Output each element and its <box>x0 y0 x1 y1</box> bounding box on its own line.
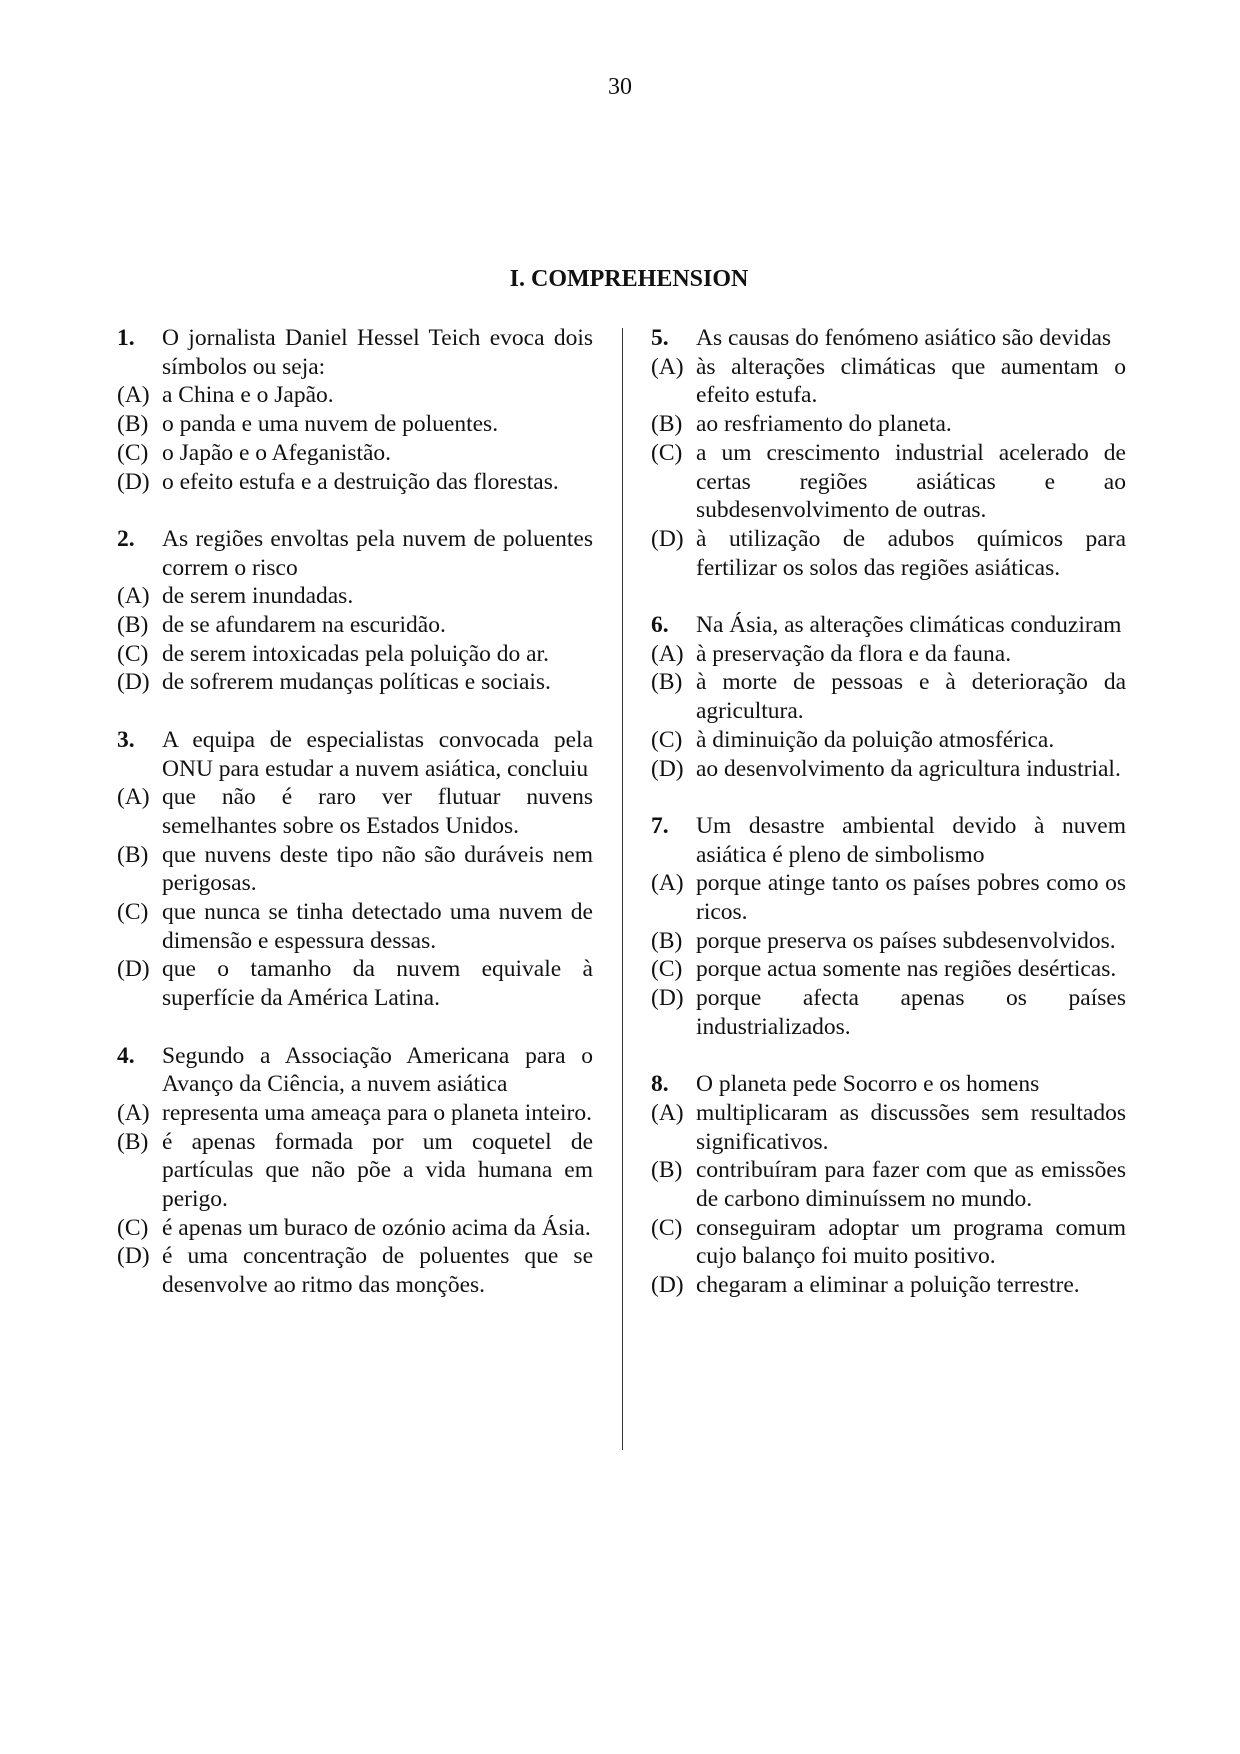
option-text: é apenas um buraco de ozónio acima da Ásia. <box>162 1214 591 1241</box>
option-label: (B) <box>117 612 149 639</box>
option-text: multiplicaram as discussões sem resultados significativos. <box>696 1099 1126 1155</box>
option-label: (A) <box>651 640 684 667</box>
option-text: contribuíram para fazer com que as emissões de carbono diminuíssem no mundo. <box>696 1157 1126 1213</box>
answer-option <box>117 410 593 439</box>
question-stem <box>651 1070 1126 1099</box>
left-column <box>117 324 593 1329</box>
option-text: ao resfriamento do planeta. <box>696 411 952 438</box>
option-label: (A) <box>117 1099 150 1126</box>
answer-option <box>651 869 1126 926</box>
question-4 <box>117 1042 593 1300</box>
option-text: de se afundarem na escuridão. <box>162 612 446 639</box>
question-number: 2. <box>117 525 135 552</box>
option-label: (D) <box>651 985 684 1012</box>
answer-option <box>117 439 593 468</box>
option-text: ao desenvolvimento da agricultura industrial. <box>696 755 1121 782</box>
option-text: representa uma ameaça para o planeta inteiro. <box>162 1099 592 1126</box>
option-text: à utilização de adubos químicos para fertilizar os solos das regiões asiáticas. <box>696 525 1126 581</box>
option-label: (B) <box>651 1157 683 1184</box>
option-label: (B) <box>651 411 683 438</box>
question-stem <box>651 324 1126 353</box>
answer-option <box>651 525 1126 582</box>
page-number: 30 <box>608 74 632 100</box>
answer-option <box>651 1099 1126 1156</box>
option-text: porque atinge tanto os países pobres como os ricos. <box>696 870 1126 926</box>
option-label: (A) <box>117 784 150 811</box>
option-text: de serem inundadas. <box>162 583 354 610</box>
answer-option <box>651 640 1126 669</box>
option-label: (A) <box>651 353 684 380</box>
option-text: à morte de pessoas e à deterioração da agricultura. <box>696 669 1126 725</box>
option-text: de sofrerem mudanças políticas e sociais. <box>162 669 551 696</box>
option-text: que nunca se tinha detectado uma nuvem de dimensão e espessura dessas. <box>162 899 593 954</box>
answer-option <box>117 955 593 1012</box>
option-label: (A) <box>117 583 150 610</box>
option-text: porque afecta apenas os países industrializados. <box>696 985 1126 1040</box>
answer-option <box>651 726 1126 755</box>
option-label: (D) <box>651 525 684 552</box>
option-label: (B) <box>117 411 149 438</box>
answer-option <box>117 898 593 955</box>
question-number: 5. <box>651 325 669 351</box>
question-text: O jornalista Daniel Hessel Teich evoca dois símbolos ou seja: <box>162 325 593 380</box>
question-text: As regiões envoltas pela nuvem de poluentes correm o risco <box>162 525 593 581</box>
option-text: o efeito estufa e a destruição das florestas. <box>162 468 559 495</box>
question-text: As causas do fenómeno asiático são devidas <box>696 325 1112 351</box>
option-text: que o tamanho da nuvem equivale à superfície da América Latina. <box>162 956 593 1012</box>
question-5 <box>651 324 1126 582</box>
option-label: (C) <box>117 899 149 926</box>
answer-option <box>651 668 1126 725</box>
question-number: 1. <box>117 325 135 351</box>
option-text: porque actua somente nas regiões desérticas. <box>696 956 1117 983</box>
option-text: à diminuição da poluição atmosférica. <box>696 726 1055 753</box>
answer-option <box>117 381 593 410</box>
column-divider <box>622 328 623 1450</box>
question-text: Um desastre ambiental devido à nuvem asiática é pleno de simbolismo <box>696 812 1126 868</box>
answer-option <box>651 927 1126 956</box>
right-column <box>651 324 1126 1329</box>
question-text: Segundo a Associação Americana para o Avanço da Ciência, a nuvem asiática <box>162 1042 593 1098</box>
question-6 <box>651 611 1126 783</box>
question-7 <box>651 812 1126 1042</box>
option-label: (C) <box>117 640 149 667</box>
question-1 <box>117 324 593 496</box>
question-8 <box>651 1070 1126 1300</box>
option-label: (B) <box>651 927 683 954</box>
answer-option <box>117 611 593 640</box>
option-label: (D) <box>117 468 150 495</box>
option-text: chegaram a eliminar a poluição terrestre. <box>696 1272 1080 1299</box>
answer-option <box>117 783 593 840</box>
option-text: o Japão e o Afeganistão. <box>162 439 392 466</box>
answer-option <box>117 841 593 898</box>
option-text: a um crescimento industrial acelerado de certas regiões asiáticas e ao subdesenvolvimento de outras. <box>696 439 1126 524</box>
question-stem <box>117 525 593 582</box>
option-text: às alterações climáticas que aumentam o efeito estufa. <box>696 353 1126 409</box>
option-label: (B) <box>117 1128 149 1155</box>
answer-option <box>651 410 1126 439</box>
option-label: (D) <box>117 669 150 696</box>
question-text: Na Ásia, as alterações climáticas conduziram <box>696 612 1122 639</box>
option-text: porque preserva os países subdesenvolvidos. <box>696 927 1116 954</box>
answer-option <box>117 668 593 697</box>
answer-option <box>651 1271 1126 1300</box>
option-label: (C) <box>651 439 683 466</box>
answer-option <box>651 1156 1126 1213</box>
answer-option <box>117 640 593 669</box>
answer-option <box>651 755 1126 784</box>
option-label: (A) <box>651 870 684 897</box>
option-text: é uma concentração de poluentes que se desenvolve ao ritmo das monções. <box>162 1243 593 1299</box>
option-text: que nuvens deste tipo não são duráveis nem perigosas. <box>162 841 593 897</box>
option-label: (A) <box>117 382 150 409</box>
option-label: (C) <box>651 726 683 753</box>
option-text: que não é raro ver flutuar nuvens semelhantes sobre os Estados Unidos. <box>162 784 593 839</box>
option-label: (D) <box>651 1272 684 1299</box>
option-label: (B) <box>651 669 683 696</box>
answer-option <box>117 582 593 611</box>
option-text: de serem intoxicadas pela poluição do ar. <box>162 640 549 667</box>
option-text: é apenas formada por um coquetel de partículas que não põe a vida humana em perigo. <box>162 1128 593 1213</box>
answer-option <box>651 439 1126 525</box>
question-stem <box>117 1042 593 1099</box>
answer-option <box>651 955 1126 984</box>
option-label: (D) <box>117 956 150 983</box>
question-stem <box>651 812 1126 869</box>
option-text: a China e o Japão. <box>162 382 334 409</box>
answer-option <box>117 1128 593 1214</box>
question-2 <box>117 525 593 697</box>
question-number: 3. <box>117 726 135 753</box>
option-label: (B) <box>117 841 149 868</box>
question-stem <box>117 324 593 381</box>
answer-option <box>117 1242 593 1299</box>
option-label: (C) <box>651 1214 683 1241</box>
answer-option <box>117 468 593 497</box>
question-3 <box>117 726 593 1013</box>
option-label: (C) <box>117 1214 149 1241</box>
answer-option <box>117 1214 593 1243</box>
section-title: I. COMPREHENSION <box>509 266 749 292</box>
answer-option <box>651 353 1126 410</box>
question-number: 6. <box>651 612 669 639</box>
answer-option <box>117 1099 593 1128</box>
question-stem <box>651 611 1126 640</box>
option-text: o panda e uma nuvem de poluentes. <box>162 411 499 438</box>
question-stem <box>117 726 593 783</box>
option-label: (D) <box>651 755 684 782</box>
option-text: conseguiram adoptar um programa comum cujo balanço foi muito positivo. <box>696 1214 1126 1270</box>
question-text: A equipa de especialistas convocada pela ONU para estudar a nuvem asiática, concluiu <box>162 726 593 782</box>
answer-option <box>651 1214 1126 1271</box>
option-label: (D) <box>117 1243 150 1270</box>
option-label: (C) <box>117 439 149 466</box>
option-label: (A) <box>651 1099 684 1126</box>
answer-option <box>651 984 1126 1041</box>
question-text: O planeta pede Socorro e os homens <box>696 1071 1040 1098</box>
question-number: 8. <box>651 1071 669 1098</box>
question-number: 7. <box>651 812 669 839</box>
question-number: 4. <box>117 1042 135 1069</box>
option-text: à preservação da flora e da fauna. <box>696 640 1012 667</box>
option-label: (C) <box>651 956 683 983</box>
